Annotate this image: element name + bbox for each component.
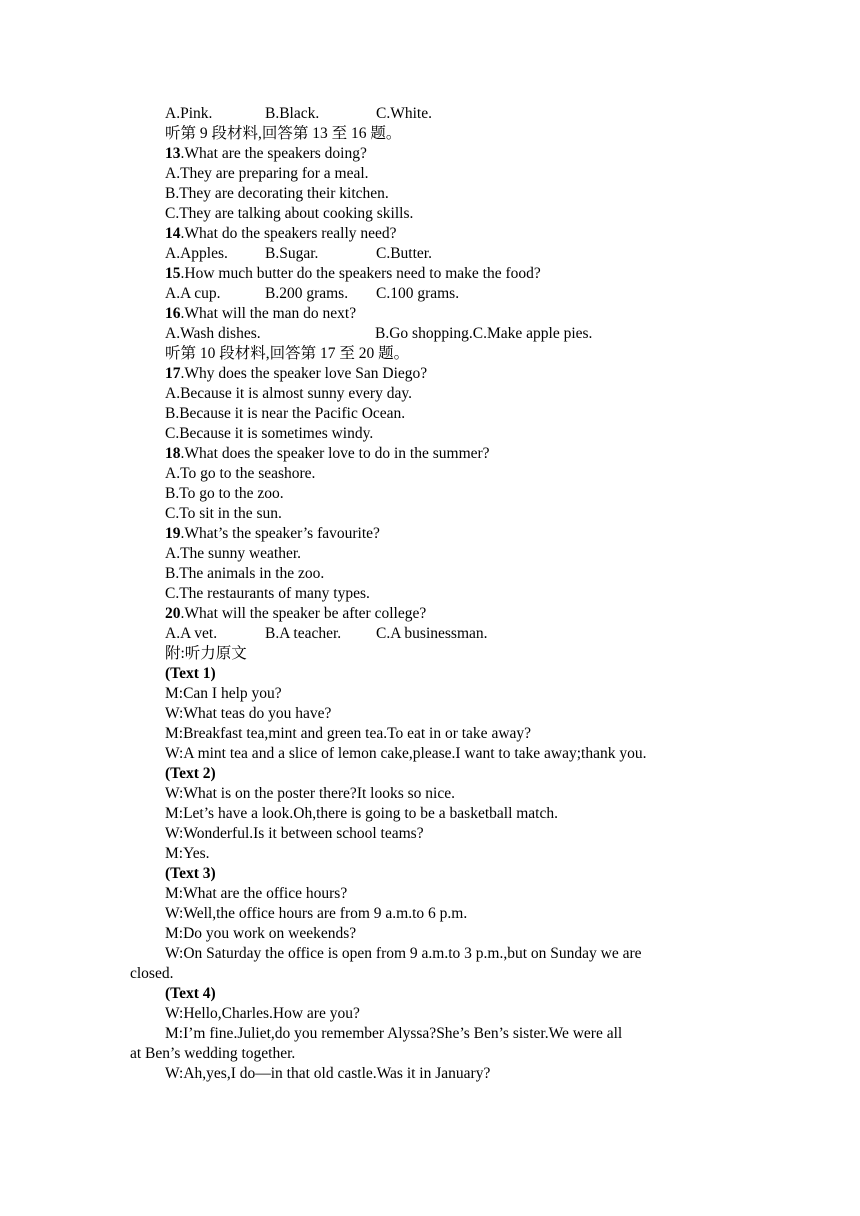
question-16 bbox=[130, 304, 730, 324]
q20-options bbox=[130, 624, 730, 644]
option-b: B.A teacher. bbox=[265, 625, 342, 642]
appendix-heading: 附:听力原文 bbox=[165, 645, 247, 662]
option-a: A.Apples. bbox=[165, 245, 228, 262]
option-a: A.Pink. bbox=[165, 105, 213, 122]
dialogue-line-continued: at Ben’s wedding together. bbox=[130, 1045, 296, 1062]
question-number: 19 bbox=[165, 525, 181, 542]
dialogue-line: M:Let’s have a look.Oh,there is going to be a basketball match. bbox=[165, 805, 558, 822]
q14-options bbox=[130, 244, 730, 264]
option-a: A.Wash dishes. bbox=[165, 325, 261, 342]
option-c: C.To sit in the sun. bbox=[165, 505, 282, 522]
option-a: A.A vet. bbox=[165, 625, 218, 642]
q15-options bbox=[130, 284, 730, 304]
question-number: 16 bbox=[165, 305, 181, 322]
question-text: .What are the speakers doing? bbox=[180, 145, 367, 162]
dialogue-line: W:On Saturday the office is open from 9 a.m.to 3 p.m.,but on Sunday we are bbox=[165, 945, 642, 962]
question-number: 13 bbox=[165, 145, 181, 162]
question-text: .What will the man do next? bbox=[180, 305, 357, 322]
option-b: B.They are decorating their kitchen. bbox=[165, 185, 389, 202]
option-a: A.A cup. bbox=[165, 285, 221, 302]
dialogue-line: M:Yes. bbox=[165, 845, 210, 862]
option-b: B.200 grams. bbox=[265, 285, 349, 302]
question-number: 17 bbox=[165, 365, 181, 382]
option-c: C.Butter. bbox=[376, 245, 432, 262]
option-c: C.A businessman. bbox=[376, 625, 488, 642]
question-number: 14 bbox=[165, 225, 181, 242]
option-b: B.To go to the zoo. bbox=[165, 485, 284, 502]
dialogue-line: M:Can I help you? bbox=[165, 685, 282, 702]
question-text: .What will the speaker be after college? bbox=[180, 605, 427, 622]
q12-options bbox=[130, 104, 730, 124]
option-b: B.Because it is near the Pacific Ocean. bbox=[165, 405, 406, 422]
dialogue-line: W:Hello,Charles.How are you? bbox=[165, 1005, 360, 1022]
question-20 bbox=[130, 604, 730, 624]
option-c: C.They are talking about cooking skills. bbox=[165, 205, 414, 222]
question-17 bbox=[130, 364, 730, 384]
question-text: .Why does the speaker love San Diego? bbox=[180, 365, 428, 382]
dialogue-line: W:Ah,yes,I do—in that old castle.Was it in January? bbox=[165, 1065, 491, 1082]
option-a: A.To go to the seashore. bbox=[165, 465, 316, 482]
dialogue-line: M:I’m fine.Juliet,do you remember Alyssa?She’s Ben’s sister.We were all bbox=[165, 1025, 623, 1042]
dialogue-line: W:What teas do you have? bbox=[165, 705, 332, 722]
option-b: B.Sugar. bbox=[265, 245, 319, 262]
text-2-title: (Text 2) bbox=[165, 765, 216, 782]
question-text: .How much butter do the speakers need to make the food? bbox=[180, 265, 541, 282]
document-content bbox=[130, 104, 730, 1084]
question-14 bbox=[130, 224, 730, 244]
option-c: C.The restaurants of many types. bbox=[165, 585, 370, 602]
dialogue-line: W:Well,the office hours are from 9 a.m.to 6 p.m. bbox=[165, 905, 468, 922]
option-c: C.100 grams. bbox=[376, 285, 460, 302]
option-b: B.Black. bbox=[265, 105, 320, 122]
text-3-title: (Text 3) bbox=[165, 865, 216, 882]
question-15 bbox=[130, 264, 730, 284]
question-text: .What does the speaker love to do in the summer? bbox=[180, 445, 490, 462]
dialogue-line: W:What is on the poster there?It looks so nice. bbox=[165, 785, 455, 802]
question-19 bbox=[130, 524, 730, 544]
option-c: C.Because it is sometimes windy. bbox=[165, 425, 374, 442]
question-18 bbox=[130, 444, 730, 464]
question-13 bbox=[130, 144, 730, 164]
dialogue-line: M:What are the office hours? bbox=[165, 885, 348, 902]
dialogue-line: M:Do you work on weekends? bbox=[165, 925, 357, 942]
text-1-title: (Text 1) bbox=[165, 665, 216, 682]
dialogue-line: W:A mint tea and a slice of lemon cake,please.I want to take away;thank you. bbox=[165, 745, 647, 762]
text-4-title: (Text 4) bbox=[165, 985, 216, 1002]
question-number: 20 bbox=[165, 605, 181, 622]
question-text: .What do the speakers really need? bbox=[180, 225, 397, 242]
option-a: A.They are preparing for a meal. bbox=[165, 165, 369, 182]
dialogue-line: M:Breakfast tea,mint and green tea.To eat in or take away? bbox=[165, 725, 532, 742]
section-heading: 听第 10 段材料,回答第 17 至 20 题。 bbox=[165, 345, 410, 362]
dialogue-line-continued: closed. bbox=[130, 965, 174, 982]
option-b: B.The animals in the zoo. bbox=[165, 565, 325, 582]
question-number: 15 bbox=[165, 265, 181, 282]
option-b: B.Go shopping. bbox=[375, 325, 473, 342]
dialogue-line: W:Wonderful.Is it between school teams? bbox=[165, 825, 424, 842]
q16-options bbox=[130, 324, 730, 344]
option-c: C.White. bbox=[376, 105, 432, 122]
option-a: A.Because it is almost sunny every day. bbox=[165, 385, 412, 402]
option-c: C.Make apple pies. bbox=[472, 325, 593, 342]
question-number: 18 bbox=[165, 445, 181, 462]
section-heading: 听第 9 段材料,回答第 13 至 16 题。 bbox=[165, 125, 402, 142]
question-text: .What’s the speaker’s favourite? bbox=[180, 525, 380, 542]
option-a: A.The sunny weather. bbox=[165, 545, 302, 562]
